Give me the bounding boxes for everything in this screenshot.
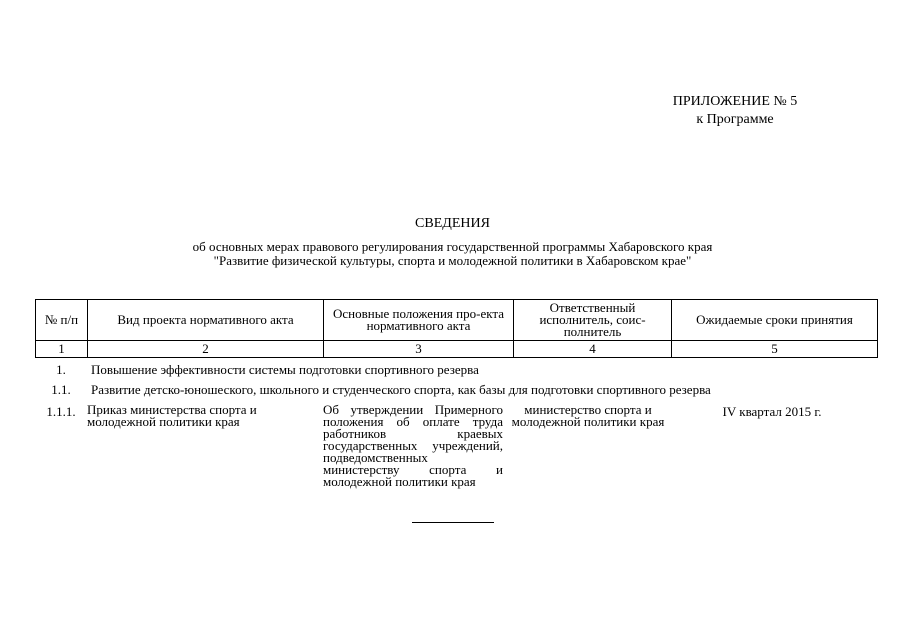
- item-executor: министерство спорта и молодежной политики края: [511, 402, 665, 429]
- section-number: 1.: [56, 362, 66, 377]
- header-row: [36, 300, 878, 341]
- header-provisions: Основные положения про-екта нормативного акта: [324, 300, 514, 341]
- column-number: 3: [324, 341, 514, 358]
- subtitle-line-2: "Развитие физической культуры, спорта и молодежной политики в Хабаровском крае": [213, 253, 692, 268]
- item-number: 1.1.1.: [46, 404, 76, 419]
- column-number: 2: [88, 341, 324, 358]
- document-subtitle: [0, 240, 905, 268]
- subsection-row: [35, 382, 877, 404]
- item-deadline: IV квартал 2015 г.: [722, 404, 822, 419]
- subtitle-line-1: об основных мерах правового регулирования государственной программы Хабаровского края: [192, 239, 713, 254]
- appendix-number: ПРИЛОЖЕНИЕ № 5: [672, 94, 798, 109]
- measures-table-body: [35, 362, 877, 488]
- header-number: № п/п: [36, 300, 88, 341]
- table-row: [35, 404, 877, 488]
- column-number: 5: [672, 341, 878, 358]
- column-number-row: [36, 341, 878, 358]
- header-deadline: Ожидаемые сроки принятия: [672, 300, 878, 341]
- item-act-type: Приказ министерства спорта и молодежной политики края: [87, 402, 257, 429]
- column-number: 1: [36, 341, 88, 358]
- header-act-type: Вид проекта нормативного акта: [88, 300, 324, 341]
- appendix-reference: к Программе: [696, 112, 774, 127]
- appendix-block: [665, 93, 805, 129]
- column-number: 4: [514, 341, 672, 358]
- header-executor: Ответственный исполнитель, соис-полнитель: [514, 300, 672, 341]
- section-number: 1.1.: [51, 382, 71, 397]
- item-provisions: Об утверждении Примерного положения об оплате труда работников краевых государственных учреждений, подведомственных министерству спорта и молодежной политики края: [323, 402, 503, 489]
- section-text: Развитие детско-юношеского, школьного и студенческого спорта, как базы для подготовки спортивного резерва: [91, 382, 711, 397]
- end-divider: [412, 522, 494, 523]
- section-row: [35, 362, 877, 382]
- measures-table-header: [35, 299, 878, 358]
- document-title: СВЕДЕНИЯ: [415, 216, 490, 231]
- section-text: Повышение эффективности системы подготовки спортивного резерва: [91, 362, 479, 377]
